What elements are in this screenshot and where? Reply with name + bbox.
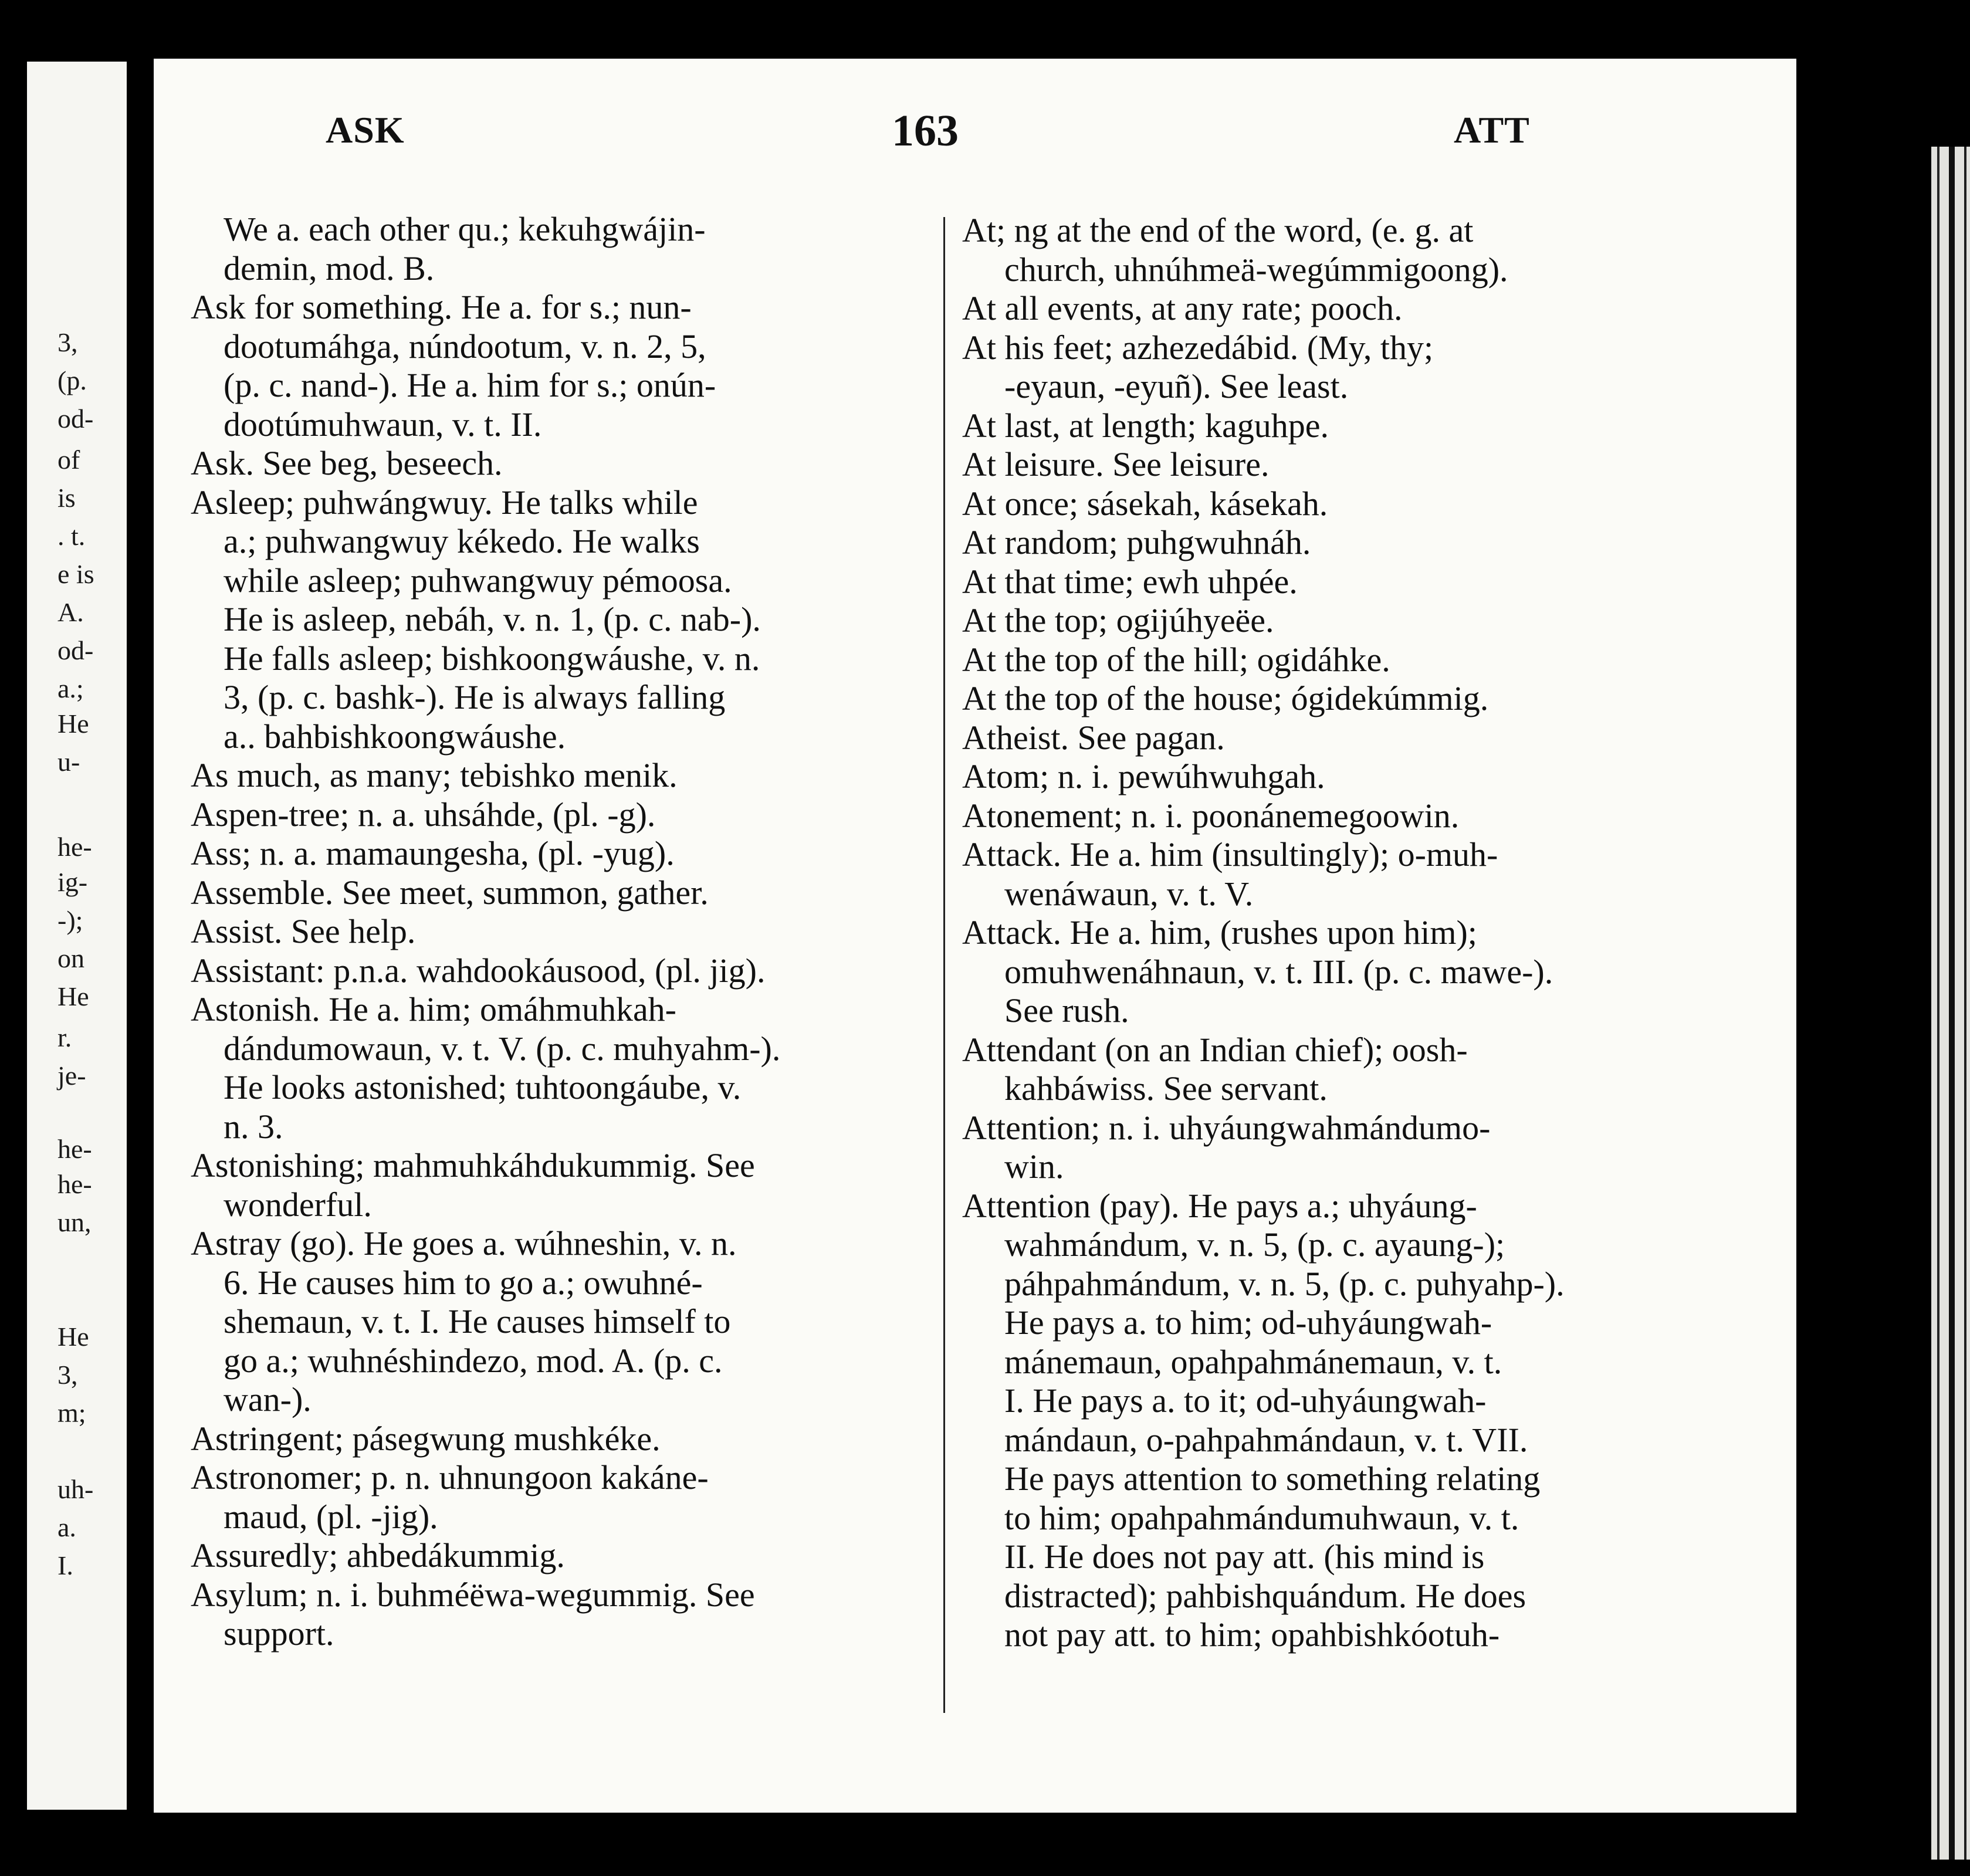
entry-line: support. bbox=[224, 1614, 334, 1652]
entry-line: wan-). bbox=[224, 1380, 312, 1418]
margin-fragment: a.; bbox=[57, 673, 84, 703]
entry-line: maud, (pl. -jig). bbox=[224, 1497, 438, 1536]
entry-line: dootumáhga, núndootum, v. n. 2, 5, bbox=[224, 327, 706, 365]
margin-fragment: ig- bbox=[57, 867, 88, 897]
entry-line: Attack. He a. him (insultingly); o-muh- bbox=[962, 835, 1498, 873]
entry-line: We a. each other qu.; kekuhgwájin- bbox=[224, 210, 706, 248]
margin-fragment: He bbox=[57, 981, 89, 1011]
entry-line: dándumowaun, v. t. V. (p. c. muhyahm-). bbox=[224, 1029, 781, 1068]
entry-line: He looks astonished; tuhtoongáube, v. bbox=[224, 1068, 742, 1106]
margin-fragment: A. bbox=[57, 597, 84, 627]
entry-line: dootúmuhwaun, v. t. II. bbox=[224, 405, 542, 443]
entry-line: He falls asleep; bishkoongwáushe, v. n. bbox=[224, 639, 760, 678]
entry-line: At the top of the hill; ogidáhke. bbox=[962, 640, 1390, 679]
entry-line: Assist. See help. bbox=[191, 912, 416, 950]
entry-line: At leisure. See leisure. bbox=[962, 445, 1270, 483]
entry-line: Assuredly; ahbedákummig. bbox=[191, 1536, 565, 1574]
entry-line: I. He pays a. to it; od-uhyáungwah- bbox=[1004, 1381, 1487, 1420]
entry-line: wonderful. bbox=[224, 1185, 372, 1224]
entry-line: mándaun, o-pahpahmándaun, v. t. VII. bbox=[1004, 1420, 1528, 1459]
margin-fragment: he- bbox=[57, 1134, 92, 1164]
entry-line: páhpahmándum, v. n. 5, (p. c. puhyahp-). bbox=[1004, 1264, 1565, 1303]
margin-fragment: r. bbox=[57, 1022, 72, 1052]
entry-line: not pay att. to him; opahbishkóotuh- bbox=[1004, 1616, 1500, 1654]
entry-line: At once; sásekah, kásekah. bbox=[962, 484, 1328, 523]
entry-line: Astonishing; mahmuhkáhdukummig. See bbox=[191, 1146, 755, 1184]
entry-line: Assemble. See meet, summon, gather. bbox=[191, 873, 709, 912]
entry-line: See rush. bbox=[1004, 991, 1129, 1030]
margin-fragment: of bbox=[57, 445, 80, 475]
margin-fragment: 3, bbox=[57, 327, 78, 357]
margin-fragment: (p. bbox=[57, 365, 87, 395]
entry-line: distracted); pahbishquándum. He does bbox=[1004, 1576, 1526, 1615]
entry-line: Atonement; n. i. poonánemegoowin. bbox=[962, 796, 1460, 835]
entry-line: Attack. He a. him, (rushes upon him); bbox=[962, 913, 1477, 951]
facing-page-strip bbox=[27, 62, 127, 1810]
margin-fragment: he- bbox=[57, 1169, 92, 1199]
entry-line: 3, (p. c. bashk-). He is always falling bbox=[224, 678, 726, 716]
entry-line: -eyaun, -eyuñ). See least. bbox=[1004, 367, 1349, 405]
margin-fragment: u- bbox=[57, 747, 80, 777]
entry-line: to him; opahpahmándumuhwaun, v. t. bbox=[1004, 1498, 1519, 1537]
entry-line: As much, as many; tebishko menik. bbox=[191, 756, 678, 794]
entry-line: a.. bahbishkoongwáushe. bbox=[224, 717, 566, 756]
running-head-right: ATT bbox=[1454, 109, 1530, 151]
entry-line: Astray (go). He goes a. wúhneshin, v. n. bbox=[191, 1224, 737, 1262]
entry-line: shemaun, v. t. I. He causes himself to bbox=[224, 1302, 731, 1340]
margin-fragment: -); bbox=[57, 905, 83, 935]
entry-line: church, uhnúhmeä-wegúmmigoong). bbox=[1004, 250, 1508, 289]
page-number: 163 bbox=[892, 106, 959, 155]
entry-line: II. He does not pay att. (his mind is bbox=[1004, 1538, 1485, 1576]
entry-line: At that time; ewh uhpée. bbox=[962, 562, 1298, 601]
entry-line: At last, at length; kaguhpe. bbox=[962, 406, 1329, 445]
margin-fragment: . t. bbox=[57, 521, 86, 551]
entry-line: demin, mod. B. bbox=[224, 249, 435, 287]
entry-line: win. bbox=[1004, 1147, 1064, 1186]
margin-fragment: e is bbox=[57, 559, 94, 589]
margin-fragment: He bbox=[57, 709, 89, 739]
entry-line: n. 3. bbox=[224, 1107, 283, 1146]
entry-line: Astronomer; p. n. uhnungoon kakáne- bbox=[191, 1458, 709, 1496]
entry-line: (p. c. nand-). He a. him for s.; onún- bbox=[224, 366, 716, 404]
entry-line: Attention; n. i. uhyáungwahmándumo- bbox=[962, 1108, 1491, 1147]
entry-line: a.; puhwangwuy kékedo. He walks bbox=[224, 522, 700, 560]
margin-fragment: je- bbox=[57, 1061, 86, 1091]
running-head-left: ASK bbox=[326, 109, 405, 151]
page-edge-shadow bbox=[1931, 147, 1970, 1860]
entry-line: At the top; ogijúhyeëe. bbox=[962, 601, 1274, 639]
margin-fragment: on bbox=[57, 943, 84, 973]
entry-line: mánemaun, opahpahmánemaun, v. t. bbox=[1004, 1342, 1502, 1381]
entry-line: Asylum; n. i. buhméëwa-wegummig. See bbox=[191, 1575, 755, 1614]
entry-line: Atom; n. i. pewúhwuhgah. bbox=[962, 757, 1325, 795]
margin-fragment: od- bbox=[57, 404, 94, 434]
entry-line: At his feet; azhezedábid. (My, thy; bbox=[962, 328, 1434, 367]
entry-line: He pays attention to something relating bbox=[1004, 1460, 1541, 1498]
entry-line: At; ng at the end of the word, (e. g. at bbox=[962, 211, 1474, 249]
entry-line: Atheist. See pagan. bbox=[962, 718, 1225, 757]
entry-line: Attendant (on an Indian chief); oosh- bbox=[962, 1030, 1468, 1069]
entry-line: Astonish. He a. him; omáhmuhkah- bbox=[191, 990, 677, 1028]
entry-line: Aspen-tree; n. a. uhsáhde, (pl. -g). bbox=[191, 795, 656, 834]
margin-fragment: he- bbox=[57, 832, 92, 862]
entry-line: Astringent; pásegwung mushkéke. bbox=[191, 1419, 661, 1458]
right-column bbox=[962, 211, 1725, 1655]
entry-line: Ask. See beg, beseech. bbox=[191, 444, 503, 482]
entry-line: Assistant: p.n.a. wahdookáusood, (pl. jig). bbox=[191, 951, 766, 990]
left-column bbox=[191, 210, 933, 1654]
entry-line: Ask for something. He a. for s.; nun- bbox=[191, 288, 692, 326]
entry-line: Attention (pay). He pays a.; uhyáung- bbox=[962, 1186, 1477, 1225]
margin-fragment: 3, bbox=[57, 1360, 78, 1390]
entry-line: while asleep; puhwangwuy pémoosa. bbox=[224, 561, 732, 600]
entry-line: go a.; wuhnéshindezo, mod. A. (p. c. bbox=[224, 1341, 723, 1380]
margin-fragment: a. bbox=[57, 1512, 76, 1542]
margin-fragment: uh- bbox=[57, 1474, 94, 1504]
entry-line: 6. He causes him to go a.; owuhné- bbox=[224, 1263, 703, 1302]
entry-line: kahbáwiss. See servant. bbox=[1004, 1069, 1328, 1108]
margin-fragment: is bbox=[57, 483, 76, 513]
entry-line: He pays a. to him; od-uhyáungwah- bbox=[1004, 1303, 1492, 1342]
margin-fragment: I. bbox=[57, 1550, 73, 1580]
margin-fragment: He bbox=[57, 1322, 89, 1352]
margin-fragment: od- bbox=[57, 635, 94, 665]
margin-fragment: m; bbox=[57, 1398, 86, 1428]
entry-line: At random; puhgwuhnáh. bbox=[962, 523, 1311, 561]
entry-line: wahmándum, v. n. 5, (p. c. ayaung-); bbox=[1004, 1225, 1505, 1264]
entry-line: At the top of the house; ógidekúmmig. bbox=[962, 679, 1489, 717]
entry-line: omuhwenáhnaun, v. t. III. (p. c. mawe-). bbox=[1004, 952, 1553, 991]
entry-line: Ass; n. a. mamaungesha, (pl. -yug). bbox=[191, 834, 675, 872]
entry-line: Asleep; puhwángwuy. He talks while bbox=[191, 483, 698, 522]
column-rule bbox=[943, 217, 945, 1713]
entry-line: At all events, at any rate; pooch. bbox=[962, 289, 1403, 327]
entry-line: wenáwaun, v. t. V. bbox=[1004, 874, 1254, 913]
entry-line: He is asleep, nebáh, v. n. 1, (p. c. nab-). bbox=[224, 600, 761, 638]
margin-fragment: un, bbox=[57, 1207, 92, 1237]
